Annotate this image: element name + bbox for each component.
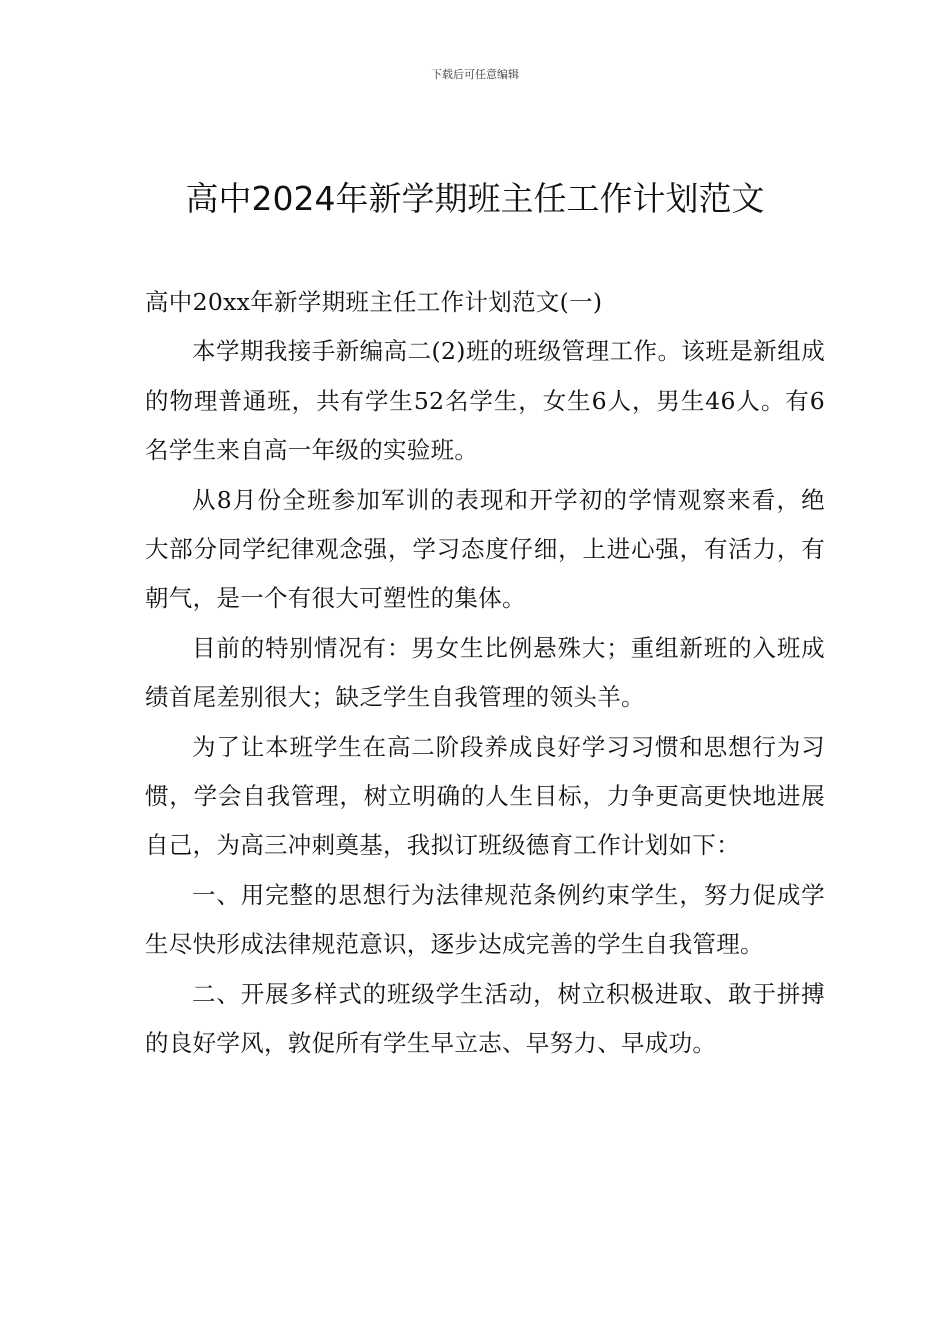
document-title: 高中2024年新学期班主任工作计划范文: [185, 179, 765, 218]
paragraph-special-situation: 目前的特别情况有：男女生比例悬殊大；重组新班的入班成绩首尾差别很大；缺乏学生自我管理的领头羊。: [145, 633, 825, 712]
paragraph-plan-item-2: 二、开展多样式的班级学生活动，树立积极进取、敢于拼搏的良好学风，敦促所有学生早立志、早努力、早成功。: [145, 979, 825, 1058]
header-note: 下载后可任意编辑: [431, 68, 519, 81]
document-body: [145, 278, 825, 1069]
paragraph-plan-intro: 为了让本班学生在高二阶段养成良好学习习惯和思想行为习惯，学会自我管理，树立明确的人生目标，力争更高更快地进展自己，为高三冲刺奠基，我拟订班级德育工作计划如下：: [145, 732, 825, 860]
section-heading: 高中20xx年新学期班主任工作计划范文(一): [145, 288, 603, 316]
paragraph-class-intro: 本学期我接手新编高二(2)班的班级管理工作。该班是新组成的物理普通班，共有学生52名学生，女生6人，男生46人。有6名学生来自高一年级的实验班。: [145, 337, 825, 465]
paragraph-plan-item-1: 一、用完整的思想行为法律规范条例约束学生，努力促成学生尽快形成法律规范意识，逐步达成完善的学生自我管理。: [145, 880, 825, 959]
paragraph-observation: 从8月份全班参加军训的表现和开学初的学情观察来看，绝大部分同学纪律观念强，学习态度仔细，上进心强，有活力，有朝气，是一个有很大可塑性的集体。: [145, 485, 825, 613]
